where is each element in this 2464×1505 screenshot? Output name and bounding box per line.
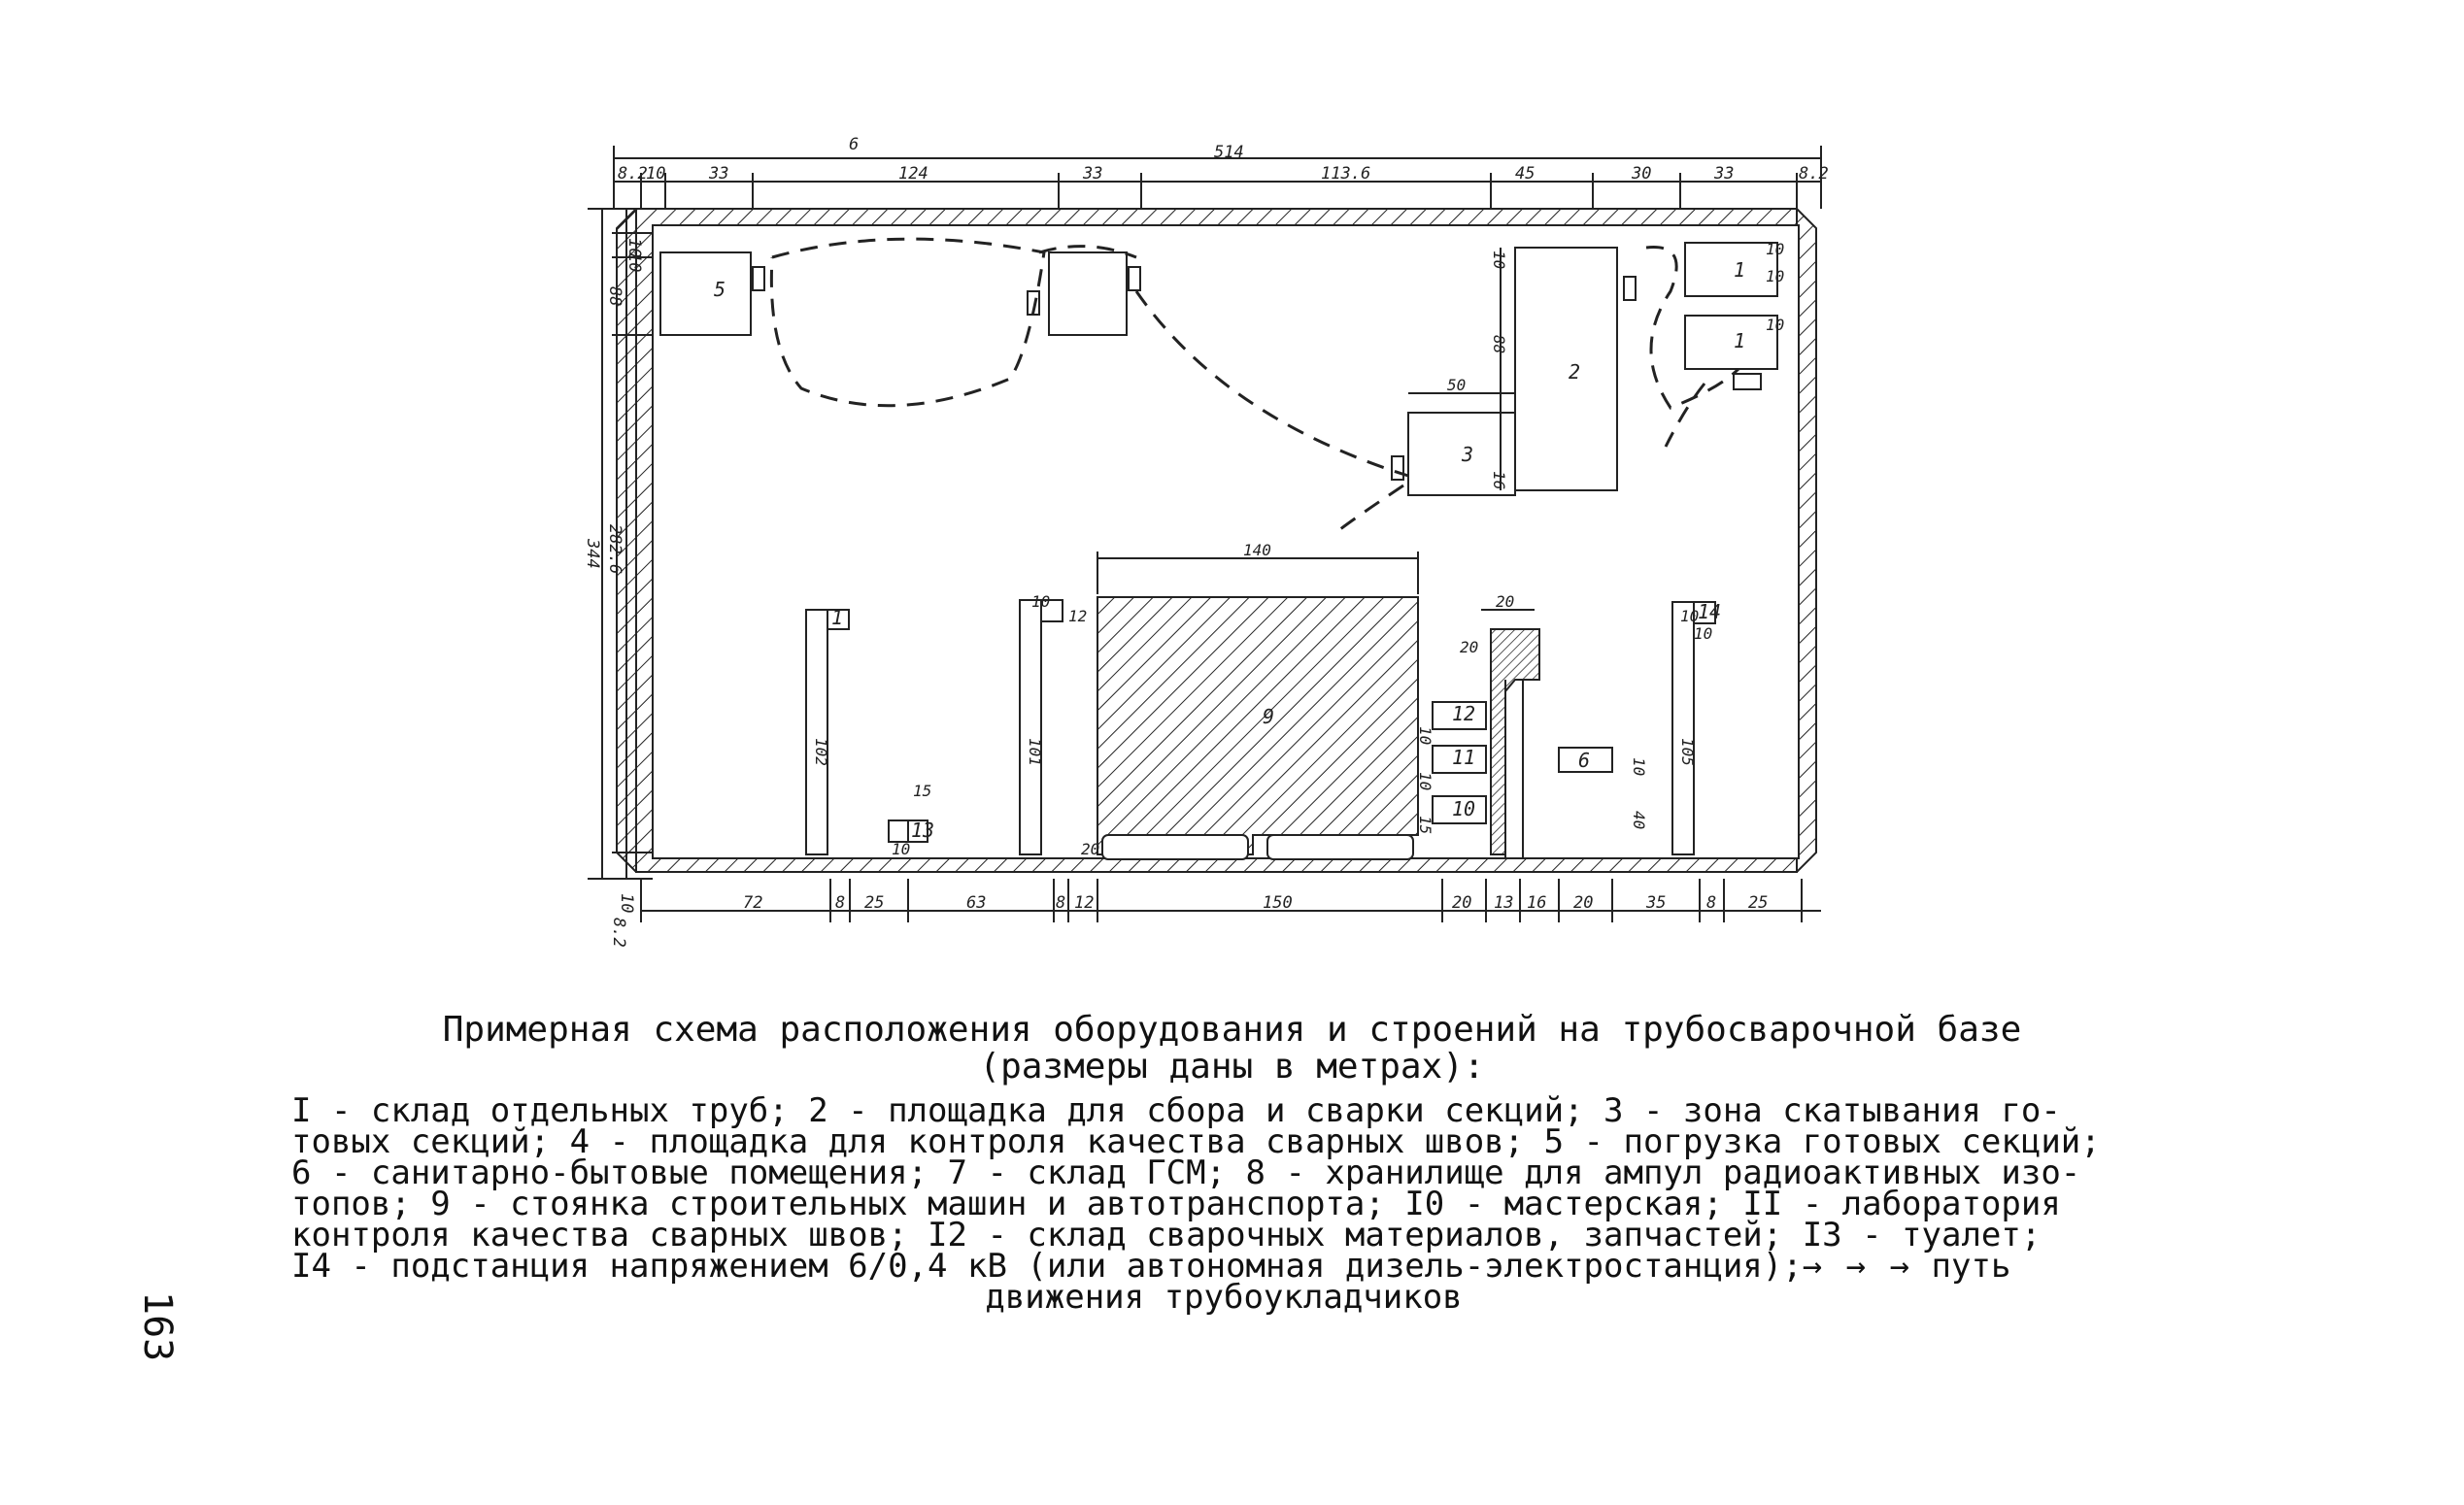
- left-dim: 282.6: [605, 524, 624, 575]
- label-11: 11: [1452, 746, 1476, 769]
- caption-title-line2: (размеры даны в метрах):: [979, 1047, 1485, 1087]
- top-dim: 45: [1515, 164, 1536, 184]
- top-dim: 113.6: [1321, 164, 1371, 184]
- legend-line6-tail: путь: [1931, 1247, 2011, 1286]
- inner-dim: 10: [1694, 624, 1713, 643]
- caption-title-line1: Примерная схема расположения оборудования и строений на трубосварочной базе: [442, 1010, 2022, 1050]
- bottom-dim: 35: [1646, 893, 1667, 913]
- legend-line: 6 - санитарно-бытовые помещения; 7 - склад ГСМ; 8 - хранилище для ампул радиоактивных изо-: [291, 1154, 2081, 1192]
- bottom-dim: 20: [1573, 893, 1594, 913]
- inner-dim: 10: [1766, 240, 1785, 258]
- bottom-dim: 63: [966, 893, 987, 913]
- top-dim: 8.2: [618, 164, 648, 184]
- inner-dim: 10: [1416, 726, 1435, 746]
- label-1: 1: [1734, 258, 1746, 282]
- label-14: 14: [1698, 600, 1722, 623]
- legend-line: товых секций; 4 - площадка для контроля качества сварных швов; 5 - погрузка готовых секций;: [291, 1122, 2101, 1161]
- bottom-dim: 12: [1074, 893, 1095, 913]
- top-dim: 8.2: [1799, 164, 1829, 184]
- inner-dim: 10: [1490, 251, 1508, 270]
- inner-dim: 10: [1766, 267, 1785, 285]
- bottom-dimension-labels: [609, 893, 1768, 948]
- label-5: 5: [714, 278, 726, 301]
- legend-line: движения трубоукладчиков: [985, 1278, 1463, 1317]
- inner-dim: 105: [1678, 738, 1697, 766]
- inner-dim: 20: [1496, 592, 1515, 611]
- label-9: 9: [1263, 705, 1275, 728]
- inner-dim: 12: [1068, 607, 1088, 625]
- inner-dim: 10: [1630, 757, 1648, 777]
- bottom-dim: 25: [864, 893, 885, 913]
- top-dim-total: 514: [1214, 143, 1244, 162]
- bottom-dim: 20: [1452, 893, 1472, 913]
- label-6: 6: [1578, 749, 1591, 772]
- inner-dim: 140: [1243, 541, 1271, 559]
- top-dim: 10: [646, 164, 666, 184]
- label-1: 1: [1734, 329, 1746, 352]
- inner-dim: 10: [1766, 316, 1785, 334]
- bottom-dim: 150: [1263, 893, 1293, 913]
- legend-line: контроля качества сварных швов; I2 - склад сварочных материалов, запчастей; I3 - туалет;: [291, 1216, 2042, 1254]
- bottom-dim: 8: [1706, 893, 1717, 913]
- legend-line: топов; 9 - стоянка строительных машин и автотранспорта; I0 - мастерская; II - лаборатория: [291, 1185, 2061, 1223]
- bottom-dim: 72: [743, 893, 763, 913]
- page-number: 163: [135, 1291, 180, 1362]
- inner-dim: 20: [1081, 840, 1100, 858]
- bottom-dimension-chain: [641, 879, 1821, 922]
- inner-dim: 15: [1416, 816, 1435, 835]
- bottom-dim: 8: [1056, 893, 1066, 913]
- label-10: 10: [1452, 797, 1476, 820]
- legend-line6-text: I4 - подстанция напряжением 6/0,4 кВ (или автономная дизель-электростанция);: [291, 1247, 1803, 1286]
- bottom-dim: 8: [835, 893, 846, 913]
- label-13: 13: [911, 819, 935, 842]
- inner-dim: 10: [1031, 592, 1051, 611]
- bottom-dim: 25: [1748, 893, 1769, 913]
- left-dim: 10: [624, 238, 644, 258]
- inner-dim: 10: [1680, 607, 1700, 625]
- inner-dim: 40: [1630, 811, 1648, 830]
- inner-dim: 88: [1490, 335, 1508, 354]
- top-dim: 33: [709, 164, 729, 184]
- label-1: 1: [831, 606, 844, 629]
- legend-block: [291, 1091, 2156, 1317]
- left-dim: 10: [624, 252, 644, 273]
- top-dim: 33: [1083, 164, 1103, 184]
- bottom-dim: 8.2: [609, 918, 628, 948]
- building-9-parking: [1097, 552, 1418, 859]
- top-dim: 30: [1632, 164, 1652, 184]
- legend-line: I - склад отдельных труб; 2 - площадка для сбора и сварки секций; 3 - зона скатывания го-: [291, 1091, 2061, 1130]
- top-dim-extra: 6: [849, 135, 860, 154]
- label-12: 12: [1452, 702, 1476, 725]
- inner-dim: 101: [1026, 738, 1044, 766]
- label-3: 3: [1462, 443, 1474, 466]
- left-dim-total: 344: [583, 539, 602, 569]
- inner-dim: 20: [1460, 638, 1479, 656]
- inner-dim: 16: [1490, 471, 1508, 490]
- top-dim: 33: [1714, 164, 1735, 184]
- bottom-dim: 13: [1494, 893, 1514, 913]
- inner-dim: 15: [913, 782, 932, 800]
- label-2: 2: [1569, 360, 1581, 384]
- left-dim: 10: [617, 893, 636, 914]
- inner-dim: 102: [812, 738, 830, 766]
- left-dim: 88: [605, 286, 624, 307]
- bottom-dim: 16: [1527, 893, 1547, 913]
- route-arrow-icon: → → →: [1802, 1247, 1912, 1286]
- top-dim: 124: [898, 164, 928, 184]
- inner-dim: 50: [1447, 376, 1467, 394]
- inner-dim: 10: [892, 840, 911, 858]
- inner-dim: 10: [1416, 772, 1435, 791]
